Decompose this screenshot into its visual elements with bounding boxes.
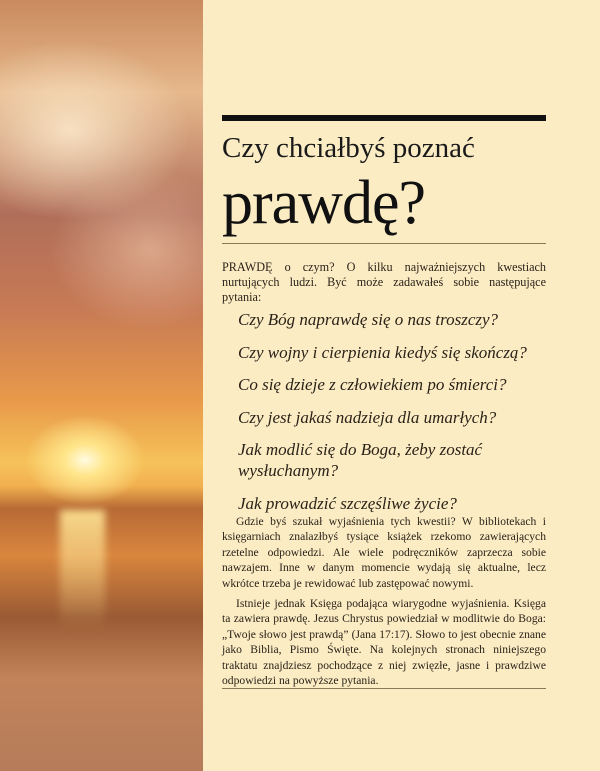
question: Czy wojny i cierpienia kiedyś się skończą? xyxy=(238,342,527,362)
question-list xyxy=(238,309,538,525)
question: Czy jest jakaś nadzieja dla umarłych? xyxy=(238,407,497,427)
paragraph: Gdzie byś szukał wyjaśnienia tych kwestii? W bibliotekach i księgarniach znalazłbyś tysiące książek rzekomo zawierających rzetelne odpowiedzi. Ale wiele podręczników zaprzecza sobie nawzajem. Inne w danym momencie wydają się aktualne, lecz wkrótce trzeba je rewidować lub zastępować nowymi. xyxy=(222,515,546,590)
body-text xyxy=(222,514,546,693)
title-bar-divider xyxy=(222,115,546,121)
intro-text: PRAWDĘ o czym? O kilku najważniejszych kwestiach nurtujących ludzi. Być może zadawałeś sobie następujące pytania: xyxy=(222,260,546,304)
sunset-photo xyxy=(0,0,203,771)
question: Co się dzieje z człowiekiem po śmierci? xyxy=(238,375,507,394)
bottom-divider xyxy=(222,688,546,689)
paragraph: Istnieje jednak Księga podająca wiarygodne wyjaśnienia. Księga ta zawiera prawdę. Jezus Chrystus powiedział w modlitwie do Boga: „Twoje słowo jest prawdą” (Jana 17:17). Słowo to jest obecnie znane jako Biblia, Pismo Święte. Na kolejnych stronach niniejszego traktatu znajdziesz pochodzące z niej zwięzłe, jasne i prawdziwe odpowiedzi na powyższe pytania. xyxy=(222,597,546,688)
divider xyxy=(222,243,546,244)
title-line-2: prawdę? xyxy=(222,169,425,237)
question: Czy Bóg naprawdę się o nas troszczy? xyxy=(238,310,499,329)
question: Jak prowadzić szczęśliwe życie? xyxy=(238,493,457,513)
sun-reflection xyxy=(60,510,105,630)
question: Jak modlić się do Boga, żeby zostać wysłuchanym? xyxy=(238,440,483,480)
title-line-1: Czy chciałbyś poznać xyxy=(222,132,475,164)
